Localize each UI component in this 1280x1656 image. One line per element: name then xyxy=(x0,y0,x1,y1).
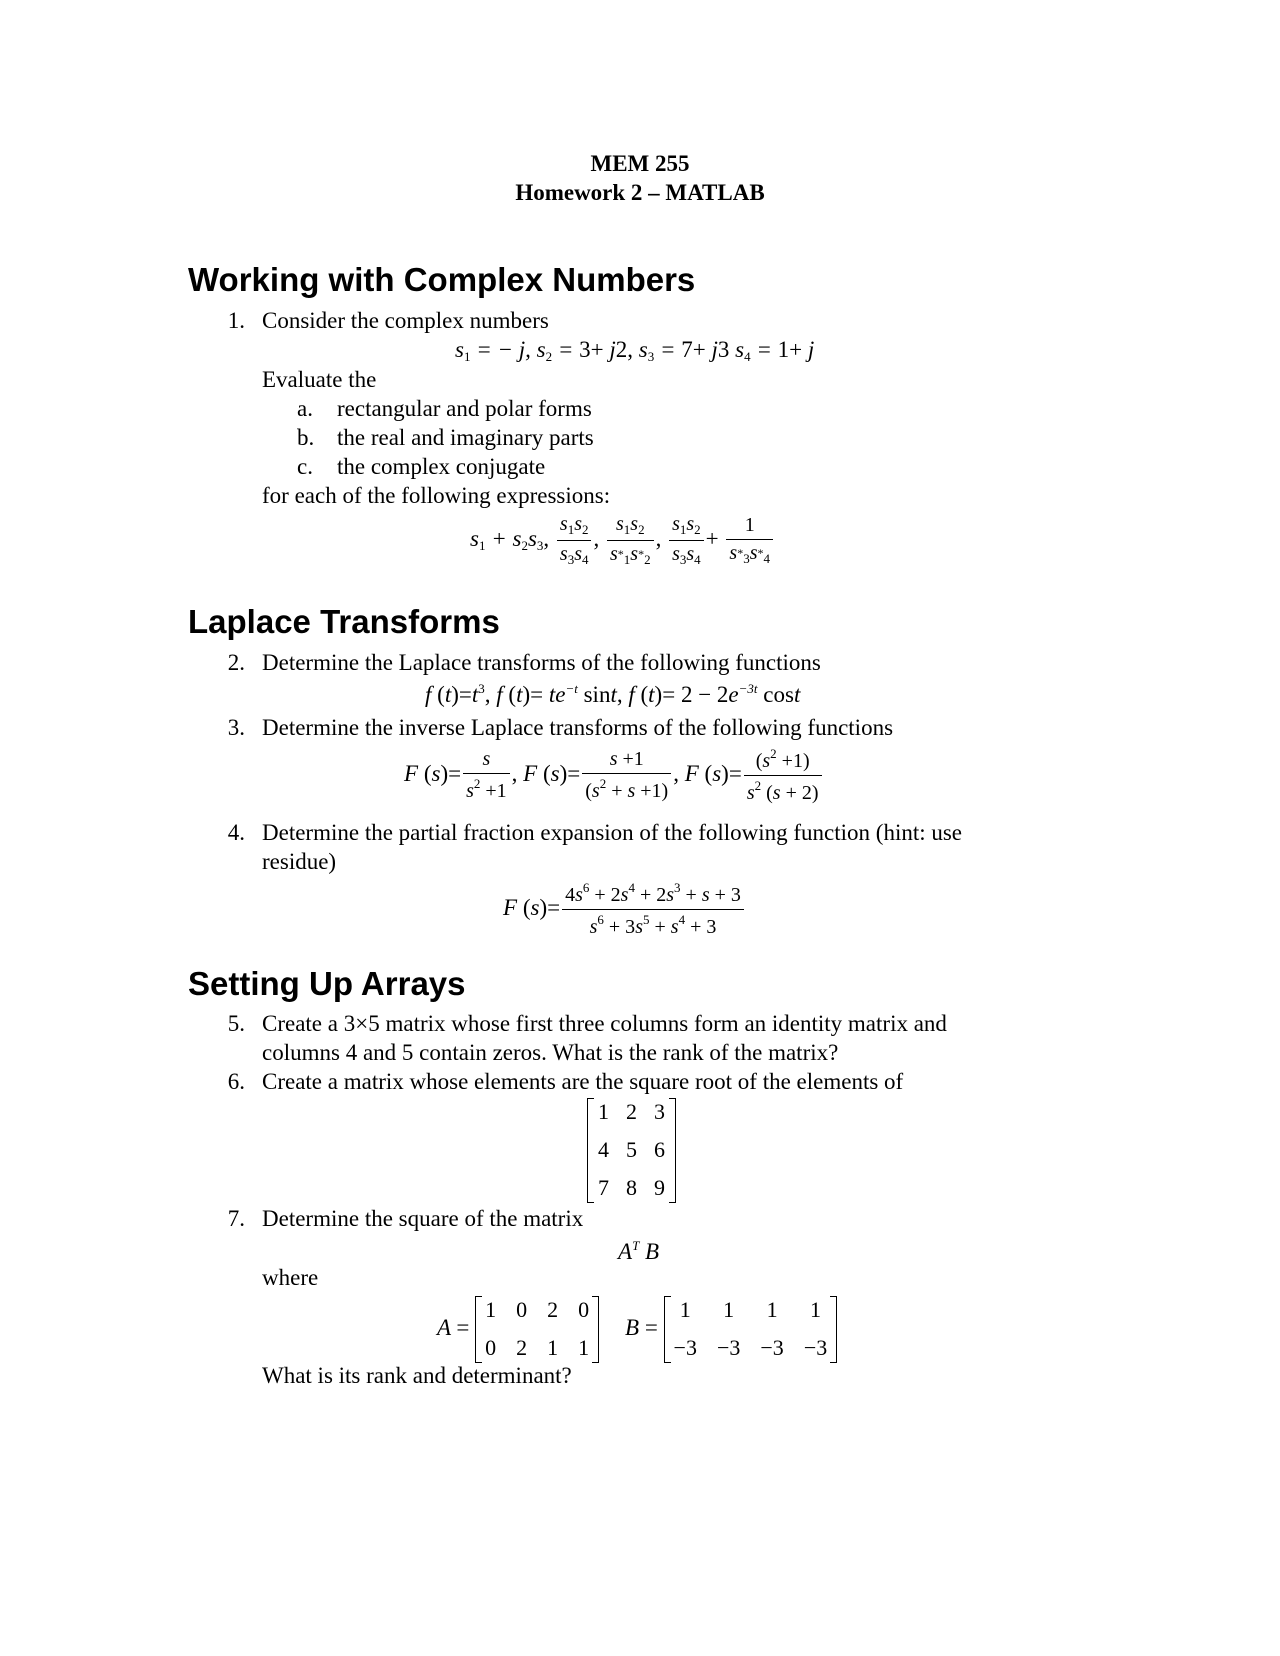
matrix-cell: 1 xyxy=(485,1297,497,1322)
question-number: 6. xyxy=(227,1069,245,1094)
question-5-text xyxy=(262,1011,947,1037)
matrix-cell: 0 xyxy=(578,1297,590,1322)
inverse-laplace-functions: F (s)= $\frac{s}{s^2 +1}$ , F (s)= $\frac{s +1}{(s^2 + s +1)}$ , F (s)= $\frac{(s^2 +1)}{s^2 (s + 2)}$ xyxy=(404,746,824,805)
matrix-cell: 1 xyxy=(578,1335,590,1360)
homework-title: Homework 2 – MATLAB xyxy=(515,180,765,205)
question-1-text: Consider the complex numbers xyxy=(262,308,549,333)
complex-numbers-equation: $s_1$ = − j, $s_2 = 3+ j2$, $s_3 = 7+ j3$ $s_4 = 1+ j$ xyxy=(455,337,815,364)
section-heading-arrays: Setting Up Arrays xyxy=(188,965,466,1002)
matrix-cell: 2 xyxy=(626,1099,637,1124)
question-7-text: Determine the square of the matrix xyxy=(262,1206,584,1231)
partial-fraction-function: F (s)= $\frac{4s^6 + 2s^4 + 2s^3 + s + 3}{s^6 + 3s^5 + s^4 + 3}$ xyxy=(503,880,746,939)
matrix-cell: 1 xyxy=(766,1297,778,1322)
question-number: 7. xyxy=(227,1206,245,1231)
matrix-cell: 2 xyxy=(547,1297,559,1322)
transpose-product: $A^T$ B xyxy=(618,1238,660,1264)
matrix-a-equation: A = 1 0 2 0 0 2 1 1 xyxy=(437,1296,599,1363)
matrix-cell: 1 xyxy=(598,1099,609,1124)
question-5-post: matrix whose first three columns form an identity matrix and xyxy=(385,1011,947,1036)
question-2-text: Determine the Laplace transforms of the following functions xyxy=(262,650,821,675)
matrix-cell: −3 xyxy=(803,1335,828,1360)
evaluate-text: Evaluate the xyxy=(262,367,377,392)
question-number: 1. xyxy=(227,308,245,333)
list-item-label: a. xyxy=(297,396,313,421)
matrix-cell: 1 xyxy=(810,1297,822,1322)
question-number: 4. xyxy=(227,820,245,845)
question-number: 3. xyxy=(227,715,245,740)
question-4-text-line2: residue) xyxy=(262,849,337,874)
where-text: where xyxy=(262,1265,319,1290)
list-item-label: c. xyxy=(297,454,313,479)
closing-question: What is its rank and determinant? xyxy=(262,1363,572,1388)
section-heading-laplace: Laplace Transforms xyxy=(188,603,500,640)
matrix-cell: 6 xyxy=(654,1137,665,1162)
question-number: 2. xyxy=(227,650,245,675)
matrix-cell: 7 xyxy=(598,1175,609,1200)
section-heading-complex: Working with Complex Numbers xyxy=(188,261,696,298)
matrix-3x3 xyxy=(587,1098,676,1203)
for-each-text: for each of the following expressions: xyxy=(262,483,611,508)
matrix-dimensions: 3×5 xyxy=(343,1011,380,1036)
list-item-text: the real and imaginary parts xyxy=(337,425,594,450)
matrix-cell: 5 xyxy=(626,1137,637,1162)
matrix-cell: 1 xyxy=(547,1335,559,1360)
question-5-text-line2: columns 4 and 5 contain zeros. What is the rank of the matrix? xyxy=(262,1040,839,1065)
matrix-cell: −3 xyxy=(760,1335,784,1360)
matrix-cell: 1 xyxy=(679,1297,691,1322)
question-5-pre: Create a xyxy=(262,1011,338,1036)
list-item-text: the complex conjugate xyxy=(337,454,546,479)
laplace-functions: f $(t)=t^3$, f $(t)= te^{-t}$ sint, f $(t)= 2 - 2e^{-3t}$ cost xyxy=(425,681,801,707)
matrix-cell: 1 xyxy=(723,1297,735,1322)
matrix-cell: 4 xyxy=(598,1137,609,1162)
question-3-text: Determine the inverse Laplace transforms of the following functions xyxy=(262,715,894,740)
list-item-text: rectangular and polar forms xyxy=(337,396,592,421)
matrix-cell: 8 xyxy=(626,1175,637,1200)
matrix-cell: 0 xyxy=(516,1297,528,1322)
matrix-cell: 2 xyxy=(516,1335,528,1360)
matrix-cell: 0 xyxy=(485,1335,497,1360)
matrix-cell: 3 xyxy=(654,1099,665,1124)
matrix-cell: 9 xyxy=(654,1175,665,1200)
complex-expressions: $s_1 + s_2s_3$, $\frac{s_1s_2}{s_3s_4}$ , $\frac{s_1s_2}{s*_1s*_2}$ , $\frac{s_1s_2}{s_3s_4}$ + $\frac{1}{s*_3s*_4}$ xyxy=(470,513,775,568)
matrix-b-equation: B = 1 1 1 1 −3 −3 −3 −3 xyxy=(625,1296,837,1363)
question-number: 5. xyxy=(227,1011,245,1036)
question-4-text-line1: Determine the partial fraction expansion of the following function (hint: use xyxy=(262,820,963,845)
matrix-cell: −3 xyxy=(716,1335,741,1360)
matrix-cell: −3 xyxy=(673,1335,697,1360)
course-title: MEM 255 xyxy=(590,151,690,176)
list-item-label: b. xyxy=(297,425,315,450)
question-6-text: Create a matrix whose elements are the square root of the elements of xyxy=(262,1069,904,1094)
